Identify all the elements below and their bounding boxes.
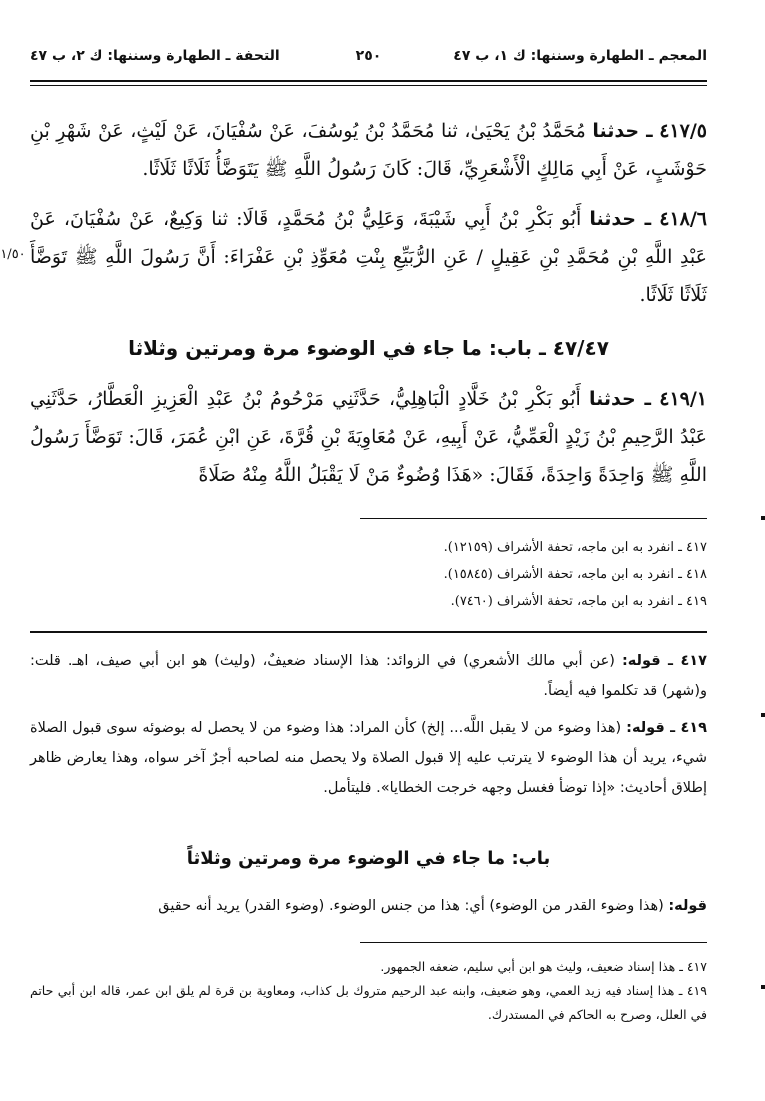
commentary-text: (عن أبي مالك الأشعري) في الزوائد: هذا الإسناد ضعيفٌ، (وليث) هو ابن أبي صيف، اهـ. قلت: و(شهر) قد تكلموا فيه أيضاً. bbox=[30, 653, 707, 699]
hadith-number: ٤١٨/٦ bbox=[659, 208, 707, 230]
footnote-item: ٤١٨ ـ انفرد به ابن ماجه، تحفة الأشراف (١٥٨٤٥). bbox=[443, 567, 707, 582]
scan-edge-mark bbox=[761, 713, 765, 717]
hadith-417 bbox=[30, 112, 707, 188]
hadith-lead: ـ حدثنا bbox=[589, 208, 652, 230]
footnote-item: ٤١٩ ـ هذا إسناد فيه زيد العمي، وهو ضعيف، وابنه عبد الرحيم متروك بل كذاب، ومعاوية بن قرة لم يلق ابن عمر، قاله ابن أبي حاتم في العلل، وصرح به الحاكم في المستدرك. bbox=[30, 983, 707, 1022]
hadith-number: ٤١٩/١ bbox=[659, 388, 707, 410]
commentary-text: (هذا وضوء القدر من الوضوء) أي: هذا من جنس الوضوء. (وضوء القدر) يريد أنه حقيق bbox=[158, 898, 664, 914]
tuhfa-footnotes bbox=[200, 534, 707, 615]
footnote-separator bbox=[360, 942, 707, 943]
commentary-417 bbox=[30, 646, 707, 706]
header-right: المعجم ـ الطهارة وسننها: ك ١، ب ٤٧ bbox=[453, 48, 707, 64]
chapter-title-secondary: باب: ما جاء في الوضوء مرة ومرتين وثلاثاً bbox=[186, 848, 551, 869]
commentary-chapter bbox=[30, 891, 707, 921]
hadith-419 bbox=[30, 380, 707, 494]
commentary-lead: قوله: bbox=[668, 898, 707, 914]
hadith-lead: ـ حدثنا bbox=[588, 388, 651, 410]
footnote-item: ٤١٧ ـ هذا إسناد ضعيف، وليث هو ابن أبي سليم، ضعفه الجمهور. bbox=[380, 959, 707, 974]
hadith-text: مُحَمَّدُ بْنُ يَحْيَىٰ، ثنا مُحَمَّدُ بْنُ يُوسُفَ، عَنْ سُفْيَانَ، عَنْ لَيْثٍ، عَنْ شَهْرِ بْنِ حَوْشَبٍ، عَنْ أَبِي مَالِكٍ الْأَشْعَرِيِّ، قَالَ: كَانَ رَسُولُ اللَّهِ ﷺ يَتَوَضَّأُ ثَلَاثًا ثَلَاثًا. bbox=[30, 120, 707, 180]
hadith-number: ٤١٧/٥ bbox=[659, 120, 707, 142]
zawaid-footnotes bbox=[30, 955, 707, 1027]
footnote-separator bbox=[360, 518, 707, 519]
margin-note: ١/٥٠ bbox=[0, 247, 26, 262]
section-divider bbox=[30, 631, 707, 633]
hadith-text: أَبُو بَكْرِ بْنُ أَبِي شَيْبَةَ، وَعَلِيُّ بْنُ مُحَمَّدٍ، قَالَا: ثنا وَكِيعٌ، عَنْ سُفْيَانَ، عَنْ عَبْدِ اللَّهِ بْنِ مُحَمَّدِ بْنِ عَقِيلٍ / عَنِ الرُّبَيِّعِ بِنْتِ مُعَوِّذِ بْنِ عَفْرَاءَ: أَنَّ رَسُولَ اللَّهِ ﷺ تَوَضَّأَ ثَلَاثًا ثَلَاثًا. bbox=[30, 208, 707, 306]
hadith-lead: ـ حدثنا bbox=[592, 120, 653, 142]
running-header bbox=[30, 48, 707, 72]
commentary-lead: ٤١٧ ـ قوله: bbox=[621, 653, 708, 669]
footnote-item: ٤١٩ ـ انفرد به ابن ماجه، تحفة الأشراف (٧٤٦٠). bbox=[450, 594, 707, 609]
commentary-text: (هذا وضوء من لا يقبل اللَّه... إلخ) كأن المراد: هذا وضوء من لا يحصل له بوضوئه سوى قبول الصلاة شيء، يريد أن هذا الوضوء لا يترتب عليه إلا قبول الصلاة ولا يحصل منه لصاحبه أجرٌ آخر سواه، وهذا يعارض ظاهر إطلاق أحاديث: «إذا توضأ فغسل وجهه خرجت الخطايا». فليتأمل. bbox=[30, 720, 707, 796]
header-left: التحفة ـ الطهارة وسننها: ك ٢، ب ٤٧ bbox=[30, 48, 280, 64]
commentary-lead: ٤١٩ ـ قوله: bbox=[626, 720, 707, 736]
scan-edge-mark bbox=[761, 516, 765, 520]
page-number: ٢٥٠ bbox=[355, 48, 382, 64]
scan-edge-mark bbox=[761, 985, 765, 989]
header-rule bbox=[30, 80, 707, 86]
hadith-418 bbox=[30, 200, 707, 314]
hadith-text: أَبُو بَكْرِ بْنُ خَلَّادٍ الْبَاهِلِيُّ، حَدَّثَنِي مَرْحُومُ بْنُ عَبْدِ الْعَزِيزِ الْعَطَّارُ، حَدَّثَنِي عَبْدُ الرَّحِيمِ بْنُ زَيْدٍ الْعَمِّيُّ، عَنْ أَبِيهِ، عَنْ مُعَاوِيَةَ بْنِ قُرَّةَ، عَنِ ابْنِ عُمَرَ، قَالَ: تَوَضَّأَ رَسُولُ اللَّهِ ﷺ وَاحِدَةً وَاحِدَةً، فَقَالَ: «هَذَا وُضُوءٌ مَنْ لَا يَقْبَلُ اللَّهُ مِنْهُ صَلَاةً bbox=[30, 388, 707, 486]
commentary-419 bbox=[30, 713, 707, 803]
footnote-item: ٤١٧ ـ انفرد به ابن ماجه، تحفة الأشراف (١٢١٥٩). bbox=[443, 540, 707, 555]
chapter-title: ٤٧/٤٧ ـ باب: ما جاء في الوضوء مرة ومرتين وثلاثا bbox=[128, 336, 609, 360]
